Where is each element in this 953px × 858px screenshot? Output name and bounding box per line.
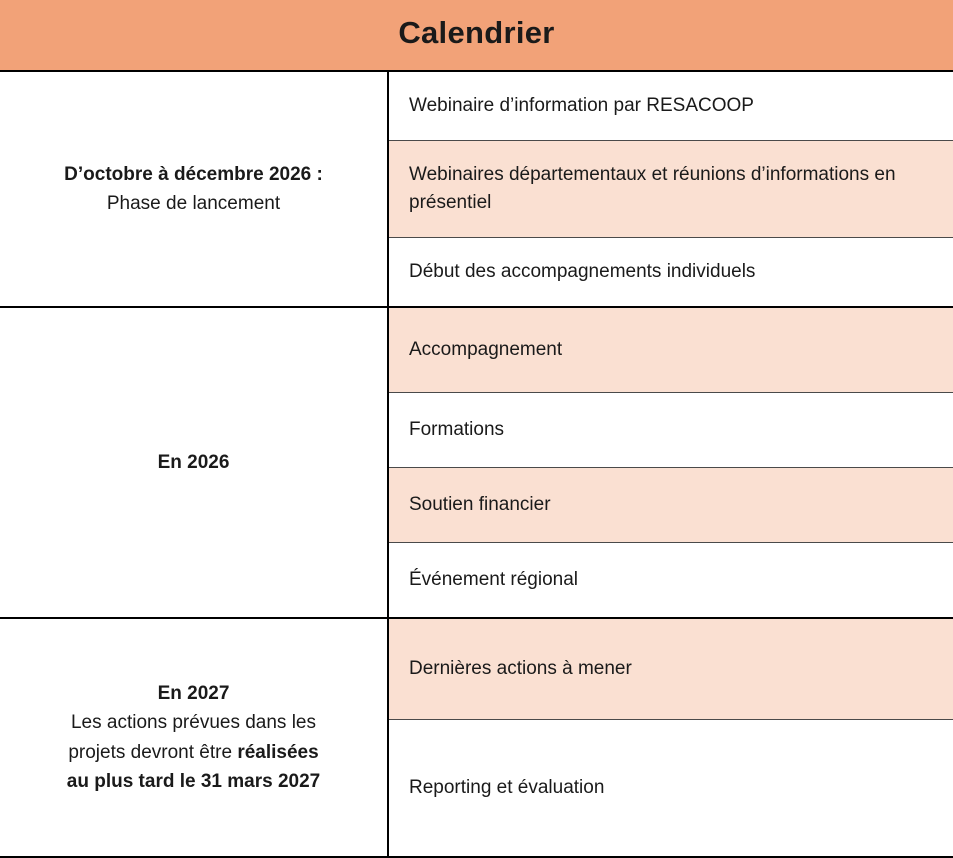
period-line: En 2027 bbox=[157, 682, 230, 704]
period-line: D’octobre à décembre 2026 : bbox=[64, 163, 323, 185]
table-row bbox=[0, 307, 953, 393]
period-line-prefix: projets devront être bbox=[68, 741, 238, 763]
action-cell-accompaniment: Accompagnement bbox=[388, 307, 953, 393]
action-cell-financial-support: Soutien financier bbox=[388, 468, 953, 543]
period-cell-launch bbox=[0, 71, 388, 307]
table-title-row bbox=[0, 0, 953, 71]
page-title: Calendrier bbox=[0, 0, 953, 71]
period-line: Phase de lancement bbox=[106, 193, 281, 214]
action-cell-webinar-info: Webinaire d’information par RESACOOP bbox=[388, 71, 953, 141]
action-cell-reporting-evaluation: Reporting et évaluation bbox=[388, 720, 953, 858]
period-line: au plus tard le 31 mars 2027 bbox=[66, 770, 321, 792]
action-cell-departmental-webinars: Webinaires départementaux et réunions d’informations en présentiel bbox=[388, 141, 953, 238]
period-line: En 2026 bbox=[157, 451, 230, 473]
period-line-bold: réalisées bbox=[237, 741, 319, 763]
action-cell-final-actions: Dernières actions à mener bbox=[388, 618, 953, 720]
period-line: Les actions prévues dans les bbox=[70, 712, 317, 734]
period-line bbox=[14, 738, 373, 767]
action-cell-individual-support-start: Début des accompagnements individuels bbox=[388, 238, 953, 308]
action-cell-trainings: Formations bbox=[388, 393, 953, 468]
action-cell-regional-event: Événement régional bbox=[388, 543, 953, 619]
table-row bbox=[0, 71, 953, 141]
table-row bbox=[0, 618, 953, 720]
period-cell-2026 bbox=[0, 307, 388, 618]
period-cell-2027 bbox=[0, 618, 388, 857]
